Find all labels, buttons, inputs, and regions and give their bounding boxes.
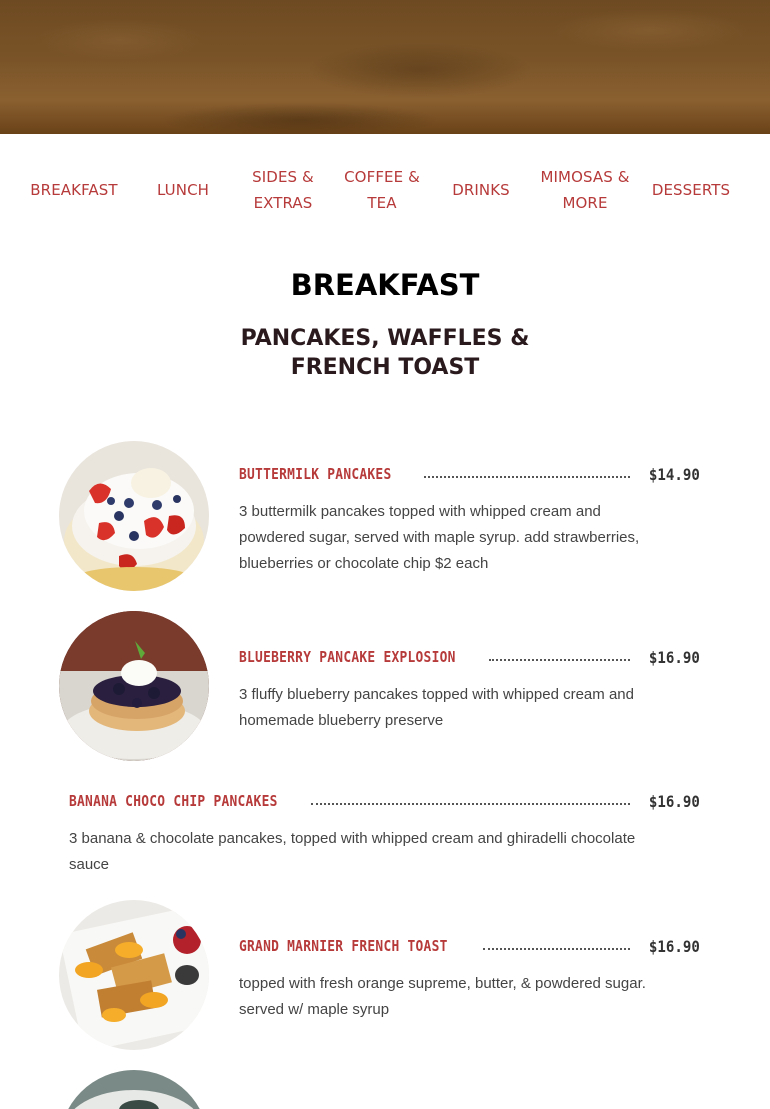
nav-drinks[interactable]: DRINKS	[452, 181, 510, 199]
item-name-buttermilk-pancakes: BUTTERMILK PANCAKES	[239, 465, 392, 483]
hero-banner	[0, 0, 770, 134]
item-name-banana-choco-chip-pancakes: BANANA CHOCO CHIP PANCAKES	[69, 792, 278, 810]
price-leader	[311, 803, 630, 805]
item-desc-banana-choco-chip-pancakes: 3 banana & chocolate pancakes, topped with whipped cream and ghiradelli chocolate sauce	[69, 830, 636, 873]
next-item-photo	[59, 1070, 209, 1109]
item-price-banana-choco-chip-pancakes: $16.90	[649, 792, 700, 811]
item-desc-buttermilk-pancakes: 3 buttermilk pancakes topped with whipped cream and powdered sugar, served with maple syrup. add strawberries, blueberries or chocolate chip $2 each	[239, 503, 640, 572]
item-price-blueberry-pancake-explosion: $16.90	[649, 648, 700, 667]
price-leader	[489, 659, 630, 661]
item-name-grand-marnier-french-toast: GRAND MARNIER FRENCH TOAST	[239, 937, 448, 955]
french-toast-photo	[59, 900, 209, 1050]
menu-category-nav	[0, 150, 770, 230]
price-leader	[483, 948, 630, 950]
nav-breakfast[interactable]: BREAKFAST	[30, 181, 118, 199]
item-price-grand-marnier-french-toast: $16.90	[649, 937, 700, 956]
nav-sides-extras[interactable]: SIDES & EXTRAS	[252, 168, 314, 212]
nav-lunch[interactable]: LUNCH	[156, 181, 210, 199]
nav-mimosas-more[interactable]: MIMOSAS & MORE	[540, 168, 630, 212]
item-price-buttermilk-pancakes: $14.90	[649, 465, 700, 484]
item-desc-grand-marnier-french-toast: topped with fresh orange supreme, butter, & powdered sugar. served w/ maple syrup	[239, 975, 646, 1018]
price-leader	[424, 476, 630, 478]
section-title: BREAKFAST	[290, 268, 480, 302]
nav-desserts[interactable]: DESSERTS	[651, 181, 731, 199]
pancakes-photo	[59, 441, 209, 591]
section-subtitle: PANCAKES, WAFFLES & FRENCH TOAST	[240, 326, 530, 380]
blueberry-pancakes-photo	[59, 611, 209, 761]
item-name-blueberry-pancake-explosion: BLUEBERRY PANCAKE EXPLOSION	[239, 648, 456, 666]
item-desc-blueberry-pancake-explosion: 3 fluffy blueberry pancakes topped with whipped cream and homemade blueberry preserve	[239, 686, 634, 729]
nav-coffee-tea[interactable]: COFFEE & TEA	[344, 168, 420, 212]
